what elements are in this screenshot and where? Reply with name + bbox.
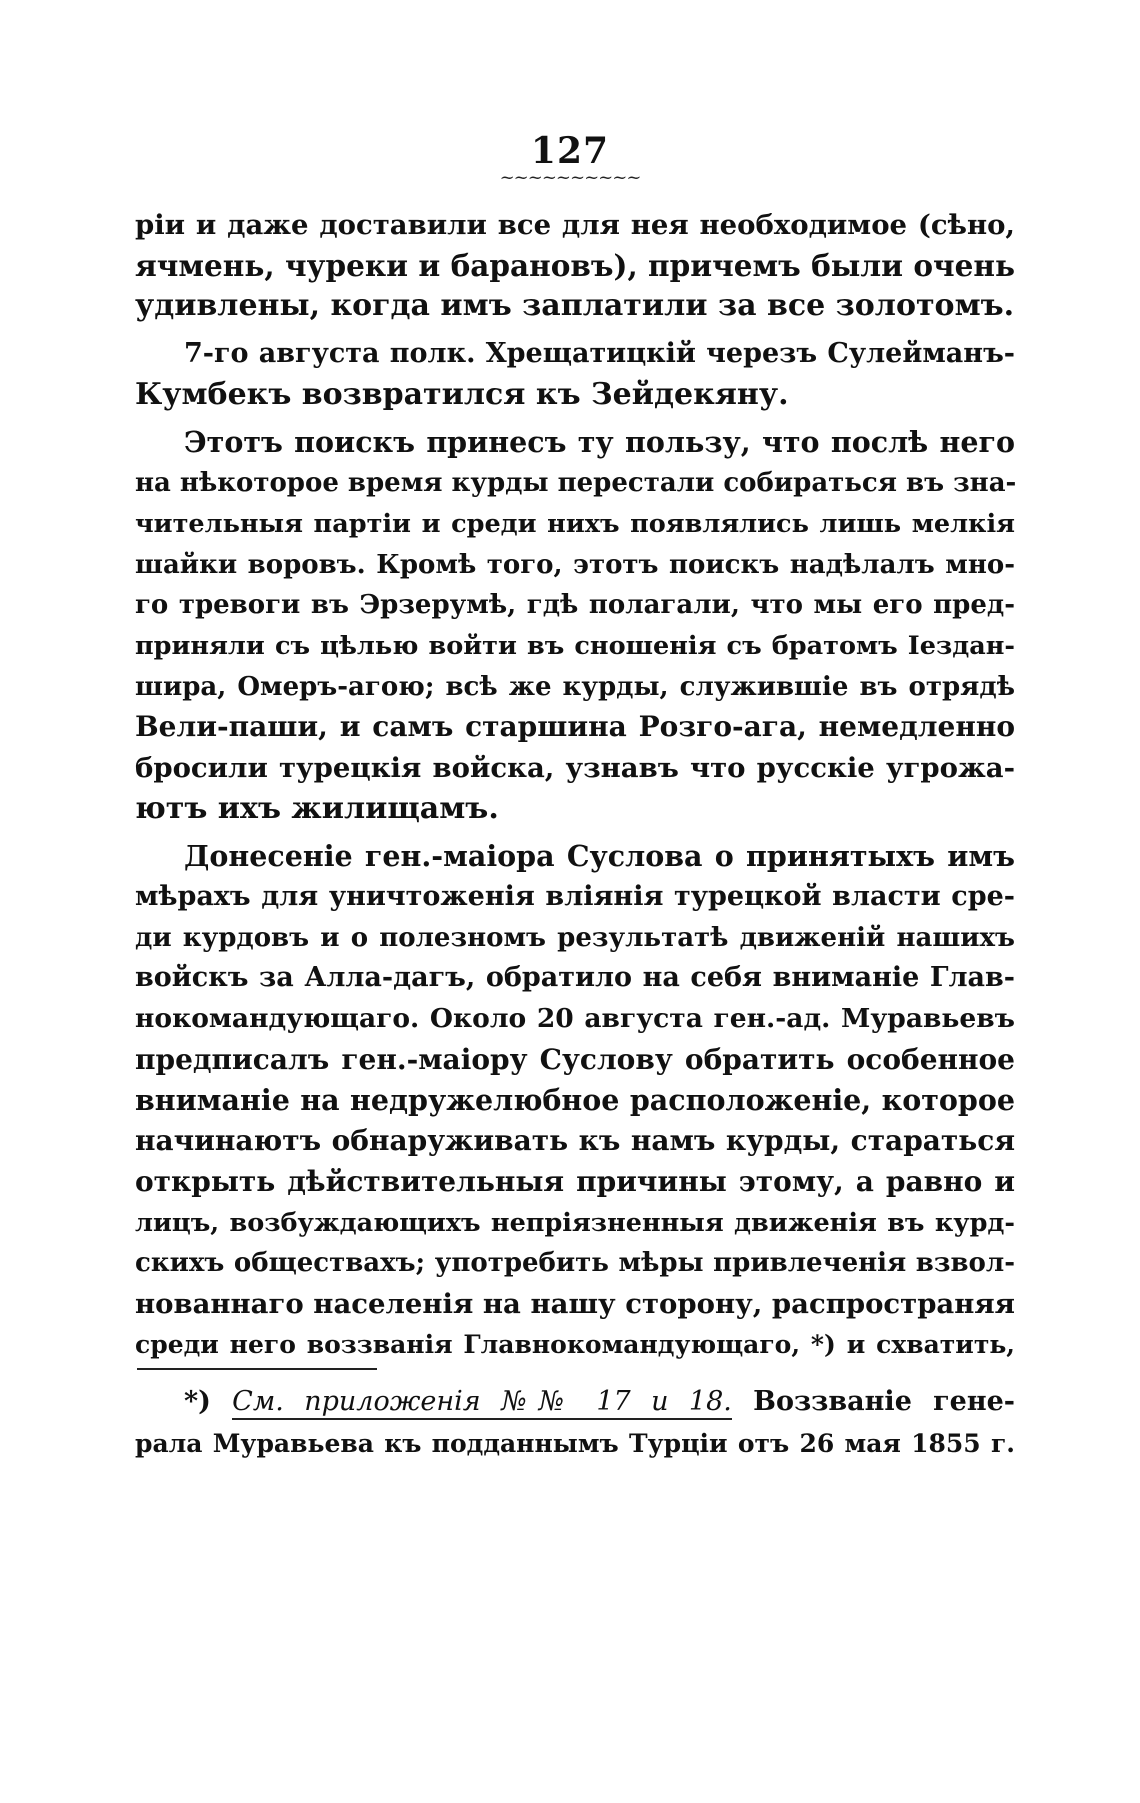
text-line: войскъ за Алла-дагъ, обратило на себя вниманіе Глав- [135,962,1015,994]
text-line: предписалъ ген.-маіору Суслову обратить особенное [135,1042,1015,1076]
text-line: Донесеніе ген.-маіора Суслова о принятыхъ имъ [184,839,1015,874]
main-text [135,205,1015,1365]
text-line: шира, Омеръ-агою; всѣ же курды, служившіе въ отрядѣ [135,671,1015,702]
text-line: Вели-паши, и самъ старшина Розго-ага, немедленно [135,710,1015,744]
footnote-text: Воззваніе гене- [753,1386,1015,1417]
paragraph [135,422,1015,829]
text-line: удивлены, когда имъ заплатили за все золотомъ. [135,288,1015,324]
text-line: мѣрахъ для уничтоженія вліянія турецкой власти сре- [135,881,1015,912]
footnote-separator [137,1368,377,1370]
text-line: открыть дѣйствительныя причины этому, а равно и [135,1164,1015,1198]
text-line: ріи и даже доставили все для нея необходимое (сѣно, [135,209,1015,241]
text-line: бросили турецкія войска, узнавъ что русскіе угрожа- [135,751,1015,784]
text-line: Кумбекъ возвратился къ Зейдекяну. [135,376,789,412]
page-number-ornament: ~~~~~~~~~~ [499,167,641,188]
footnote-line: рала Муравьева къ подданнымъ Турціи отъ 26 мая 1855 г. [135,1429,1015,1458]
text-line: шайки воровъ. Кромѣ того, этотъ поискъ надѣлалъ мно- [135,549,1015,580]
paragraph [135,205,1015,327]
footnote-reference: См. приложенія №№ 17 и 18. [232,1386,732,1420]
text-line: скихъ обществахъ; употребить мѣры привлеченія взвол- [135,1248,1015,1279]
text-line: 7-го августа полк. Хрещатицкій черезъ Сулейманъ- [184,338,1015,370]
text-line: лицъ, возбуждающихъ непріязненныя движенія въ курд- [135,1207,1015,1238]
page-number: 127 [530,130,610,172]
text-line: чительныя партіи и среди нихъ появлялись лишь мелкія [135,508,1015,539]
footnote [135,1381,1015,1465]
paragraph [135,836,1015,1365]
text-line: нованнаго населенія на нашу сторону, распространяя [135,1287,1015,1320]
text-line: на нѣкоторое время курды перестали собираться въ зна- [135,468,1017,499]
text-line: ютъ ихъ жилищамъ. [135,790,499,826]
text-line: нокомандующаго. Около 20 августа ген.-ад. Муравьевъ [135,1003,1015,1035]
text-line: ячмень, чуреки и барановъ), причемъ были очень [135,247,1015,283]
text-line: среди него воззванія Главнокомандующаго, *) и схватить, [135,1329,1015,1359]
footnote-marker: *) [184,1386,211,1417]
text-line: го тревоги въ Эрзерумѣ, гдѣ полагали, что мы его пред- [135,590,1015,621]
paragraph [135,334,1015,415]
footnote-line [135,1381,1015,1423]
text-line: вниманіе на недружелюбное расположеніе, которое [135,1083,1015,1118]
text-line: приняли съ цѣлью войти въ сношенія съ братомъ Іездан- [135,630,1015,661]
text-line: ди курдовъ и о полезномъ результатѣ движеній нашихъ [135,922,1015,953]
text-line: Этотъ поискъ принесъ ту пользу, что послѣ него [184,425,1015,460]
text-line: начинаютъ обнаруживать къ намъ курды, стараться [135,1124,1015,1158]
